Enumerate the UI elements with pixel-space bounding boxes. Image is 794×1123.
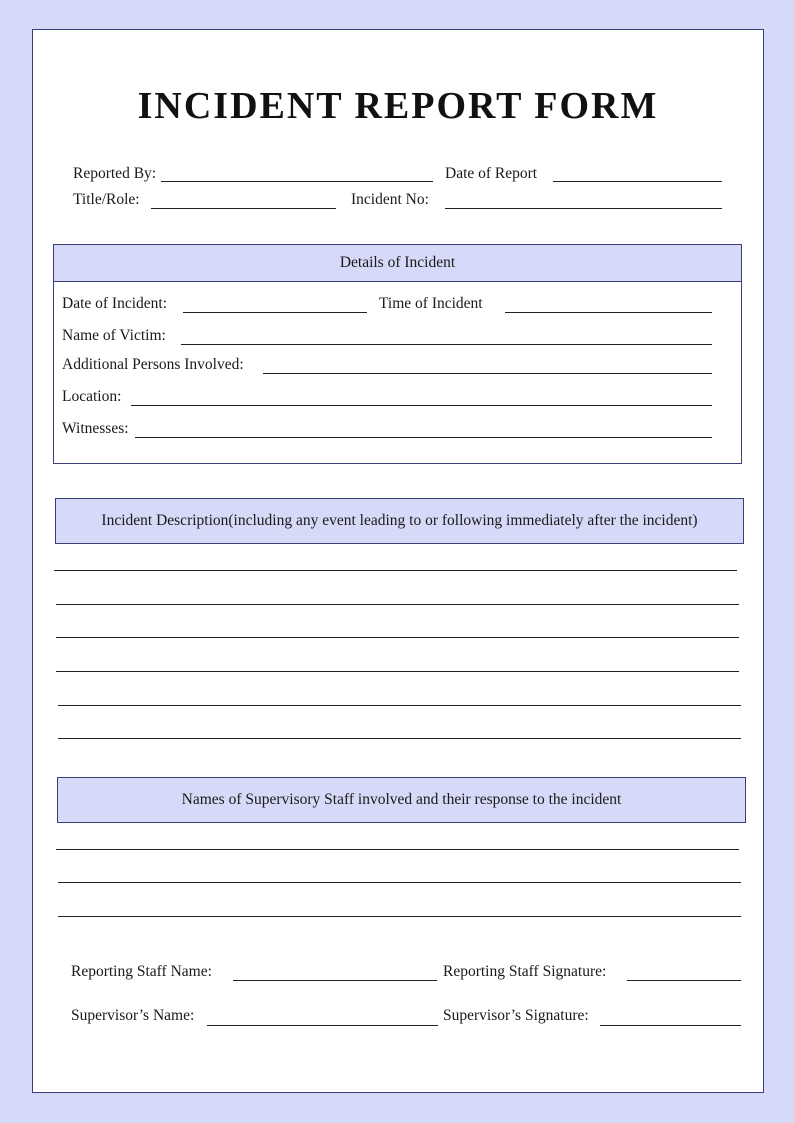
location-field[interactable]: [131, 405, 712, 406]
supervisory-heading: [57, 777, 746, 823]
reporting-staff-name-label: Reporting Staff Name:: [71, 963, 212, 980]
supervisor-signature-label: Supervisor’s Signature:: [443, 1007, 589, 1024]
supervisory-line[interactable]: [58, 882, 741, 883]
description-heading-text: Incident Description(including any event leading to or following immediately after the incident): [101, 512, 698, 529]
title-role-field[interactable]: [151, 208, 336, 209]
title-role-label: Title/Role:: [73, 191, 140, 208]
witnesses-label: Witnesses:: [62, 420, 129, 437]
details-heading: [53, 244, 742, 282]
supervisory-heading-text: Names of Supervisory Staff involved and their response to the incident: [181, 791, 622, 808]
supervisory-line[interactable]: [56, 849, 739, 850]
additional-persons-field[interactable]: [263, 373, 712, 374]
incident-no-field[interactable]: [445, 208, 722, 209]
description-line[interactable]: [56, 671, 739, 672]
description-line[interactable]: [56, 637, 739, 638]
additional-persons-label: Additional Persons Involved:: [62, 356, 244, 373]
reported-by-label: Reported By:: [73, 165, 157, 182]
witnesses-field[interactable]: [135, 437, 712, 438]
date-of-incident-field[interactable]: [183, 312, 367, 313]
name-of-victim-field[interactable]: [181, 344, 712, 345]
reporting-staff-name-field[interactable]: [233, 980, 437, 981]
date-of-report-field[interactable]: [553, 181, 722, 182]
supervisor-name-field[interactable]: [207, 1025, 438, 1026]
supervisor-signature-field[interactable]: [600, 1025, 741, 1026]
form-title: INCIDENT REPORT FORM: [137, 85, 659, 127]
details-heading-text: Details of Incident: [339, 254, 456, 271]
time-of-incident-field[interactable]: [505, 312, 712, 313]
location-label: Location:: [62, 388, 122, 405]
description-line[interactable]: [58, 705, 741, 706]
supervisory-line[interactable]: [58, 916, 741, 917]
reported-by-field[interactable]: [161, 181, 433, 182]
reporting-staff-signature-label: Reporting Staff Signature:: [443, 963, 607, 980]
description-line[interactable]: [54, 570, 737, 571]
form-page: [32, 29, 764, 1093]
date-of-report-label: Date of Report: [445, 165, 538, 182]
supervisor-name-label: Supervisor’s Name:: [71, 1007, 195, 1024]
description-heading: [55, 498, 744, 544]
time-of-incident-label: Time of Incident: [379, 295, 483, 312]
name-of-victim-label: Name of Victim:: [62, 327, 166, 344]
incident-no-label: Incident No:: [351, 191, 429, 208]
description-line[interactable]: [58, 738, 741, 739]
date-of-incident-label: Date of Incident:: [62, 295, 168, 312]
description-line[interactable]: [56, 604, 739, 605]
reporting-staff-signature-field[interactable]: [627, 980, 741, 981]
